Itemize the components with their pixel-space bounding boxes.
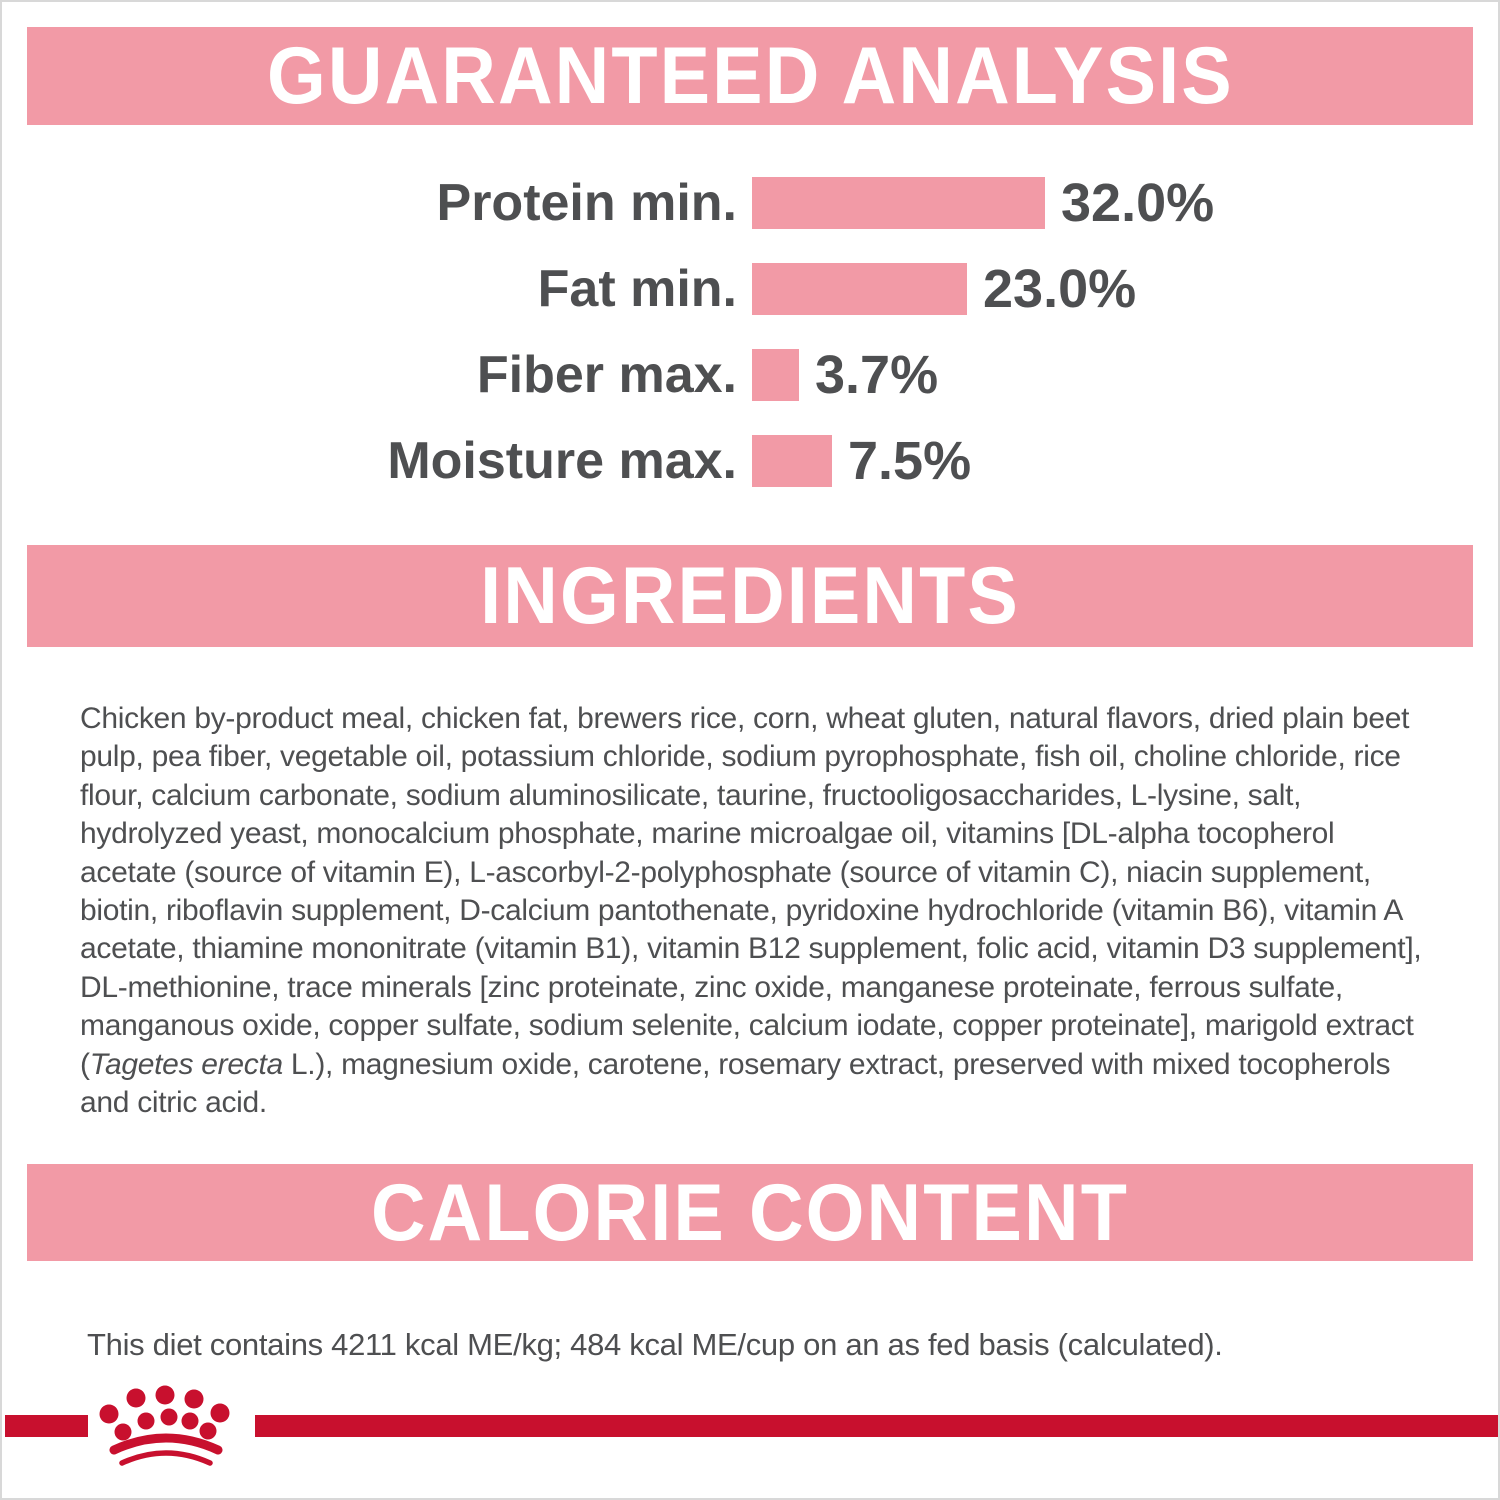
analysis-row-label: Moisture max. bbox=[387, 432, 737, 490]
guaranteed-analysis-banner bbox=[27, 27, 1473, 125]
analysis-row-label: Fiber max. bbox=[476, 346, 737, 404]
royal-canin-crown-icon bbox=[5, 1386, 1500, 1464]
analysis-rows bbox=[2, 173, 1498, 491]
analysis-row-label: Fat min. bbox=[537, 260, 737, 318]
analysis-row-bar bbox=[752, 263, 967, 315]
analysis-row-label: Protein min. bbox=[436, 174, 737, 232]
ingredients-text-part2: L.), magnesium oxide, carotene, rosemary extract, preserved with mixed tocopherols and citric acid. bbox=[80, 1047, 1391, 1120]
analysis-row-value: 23.0% bbox=[983, 259, 1137, 319]
analysis-row-bar bbox=[752, 177, 1045, 229]
analysis-row-bar bbox=[752, 435, 832, 487]
ingredients-species-name: Tagetes erecta bbox=[89, 1047, 283, 1081]
guaranteed-analysis-title: GUARANTEED ANALYSIS bbox=[266, 31, 1234, 121]
ingredients-banner bbox=[27, 545, 1473, 647]
analysis-row bbox=[2, 259, 1498, 319]
analysis-row bbox=[2, 173, 1498, 233]
calorie-content-text: This diet contains 4211 kcal ME/kg; 484 kcal ME/cup on an as fed basis (calculated). bbox=[87, 1327, 1223, 1362]
analysis-row-value: 7.5% bbox=[848, 431, 972, 491]
analysis-row bbox=[2, 431, 1498, 491]
brand-strip bbox=[2, 1382, 1500, 1500]
ingredients-text-part1: Chicken by-product meal, chicken fat, brewers rice, corn, wheat gluten, natural flavors, dried plain beet pulp, pea fiber, vegetable oil, potassium chloride, sodium pyrophosphate, fish oil, choline chloride, rice flour, calcium carbonate, sodium aluminosilicate, taurine, fructooligosaccharides, L-lysine, salt, hydrolyzed yeast, monocalcium phosphate, marine microalgae oil, vitamins [DL-alpha tocopherol acetate (source of vitamin E), L-ascorbyl-2-polyphosphate (source of vitamin C), niacin supplement, biotin, riboflavin supplement, D-calcium pantothenate, pyridoxine hydrochloride (vitamin B6), vitamin A acetate, thiamine mononitrate (vitamin B1), vitamin B12 supplement, folic acid, vitamin D3 supplement], DL-methionine, trace minerals [zinc proteinate, zinc oxide, manganese proteinate, ferrous sulfate, manganous oxide, copper sulfate, sodium selenite, calcium iodate, copper proteinate], marigold extract ( bbox=[80, 702, 1422, 1081]
analysis-row bbox=[2, 345, 1498, 405]
ingredients-title: INGREDIENTS bbox=[480, 551, 1020, 641]
analysis-row-value: 3.7% bbox=[815, 345, 939, 405]
ingredients-text bbox=[80, 700, 1436, 1122]
analysis-row-bar bbox=[752, 349, 799, 401]
analysis-row-value: 32.0% bbox=[1061, 173, 1215, 233]
calorie-content-banner bbox=[27, 1164, 1473, 1261]
calorie-content-title: CALORIE CONTENT bbox=[370, 1167, 1130, 1258]
